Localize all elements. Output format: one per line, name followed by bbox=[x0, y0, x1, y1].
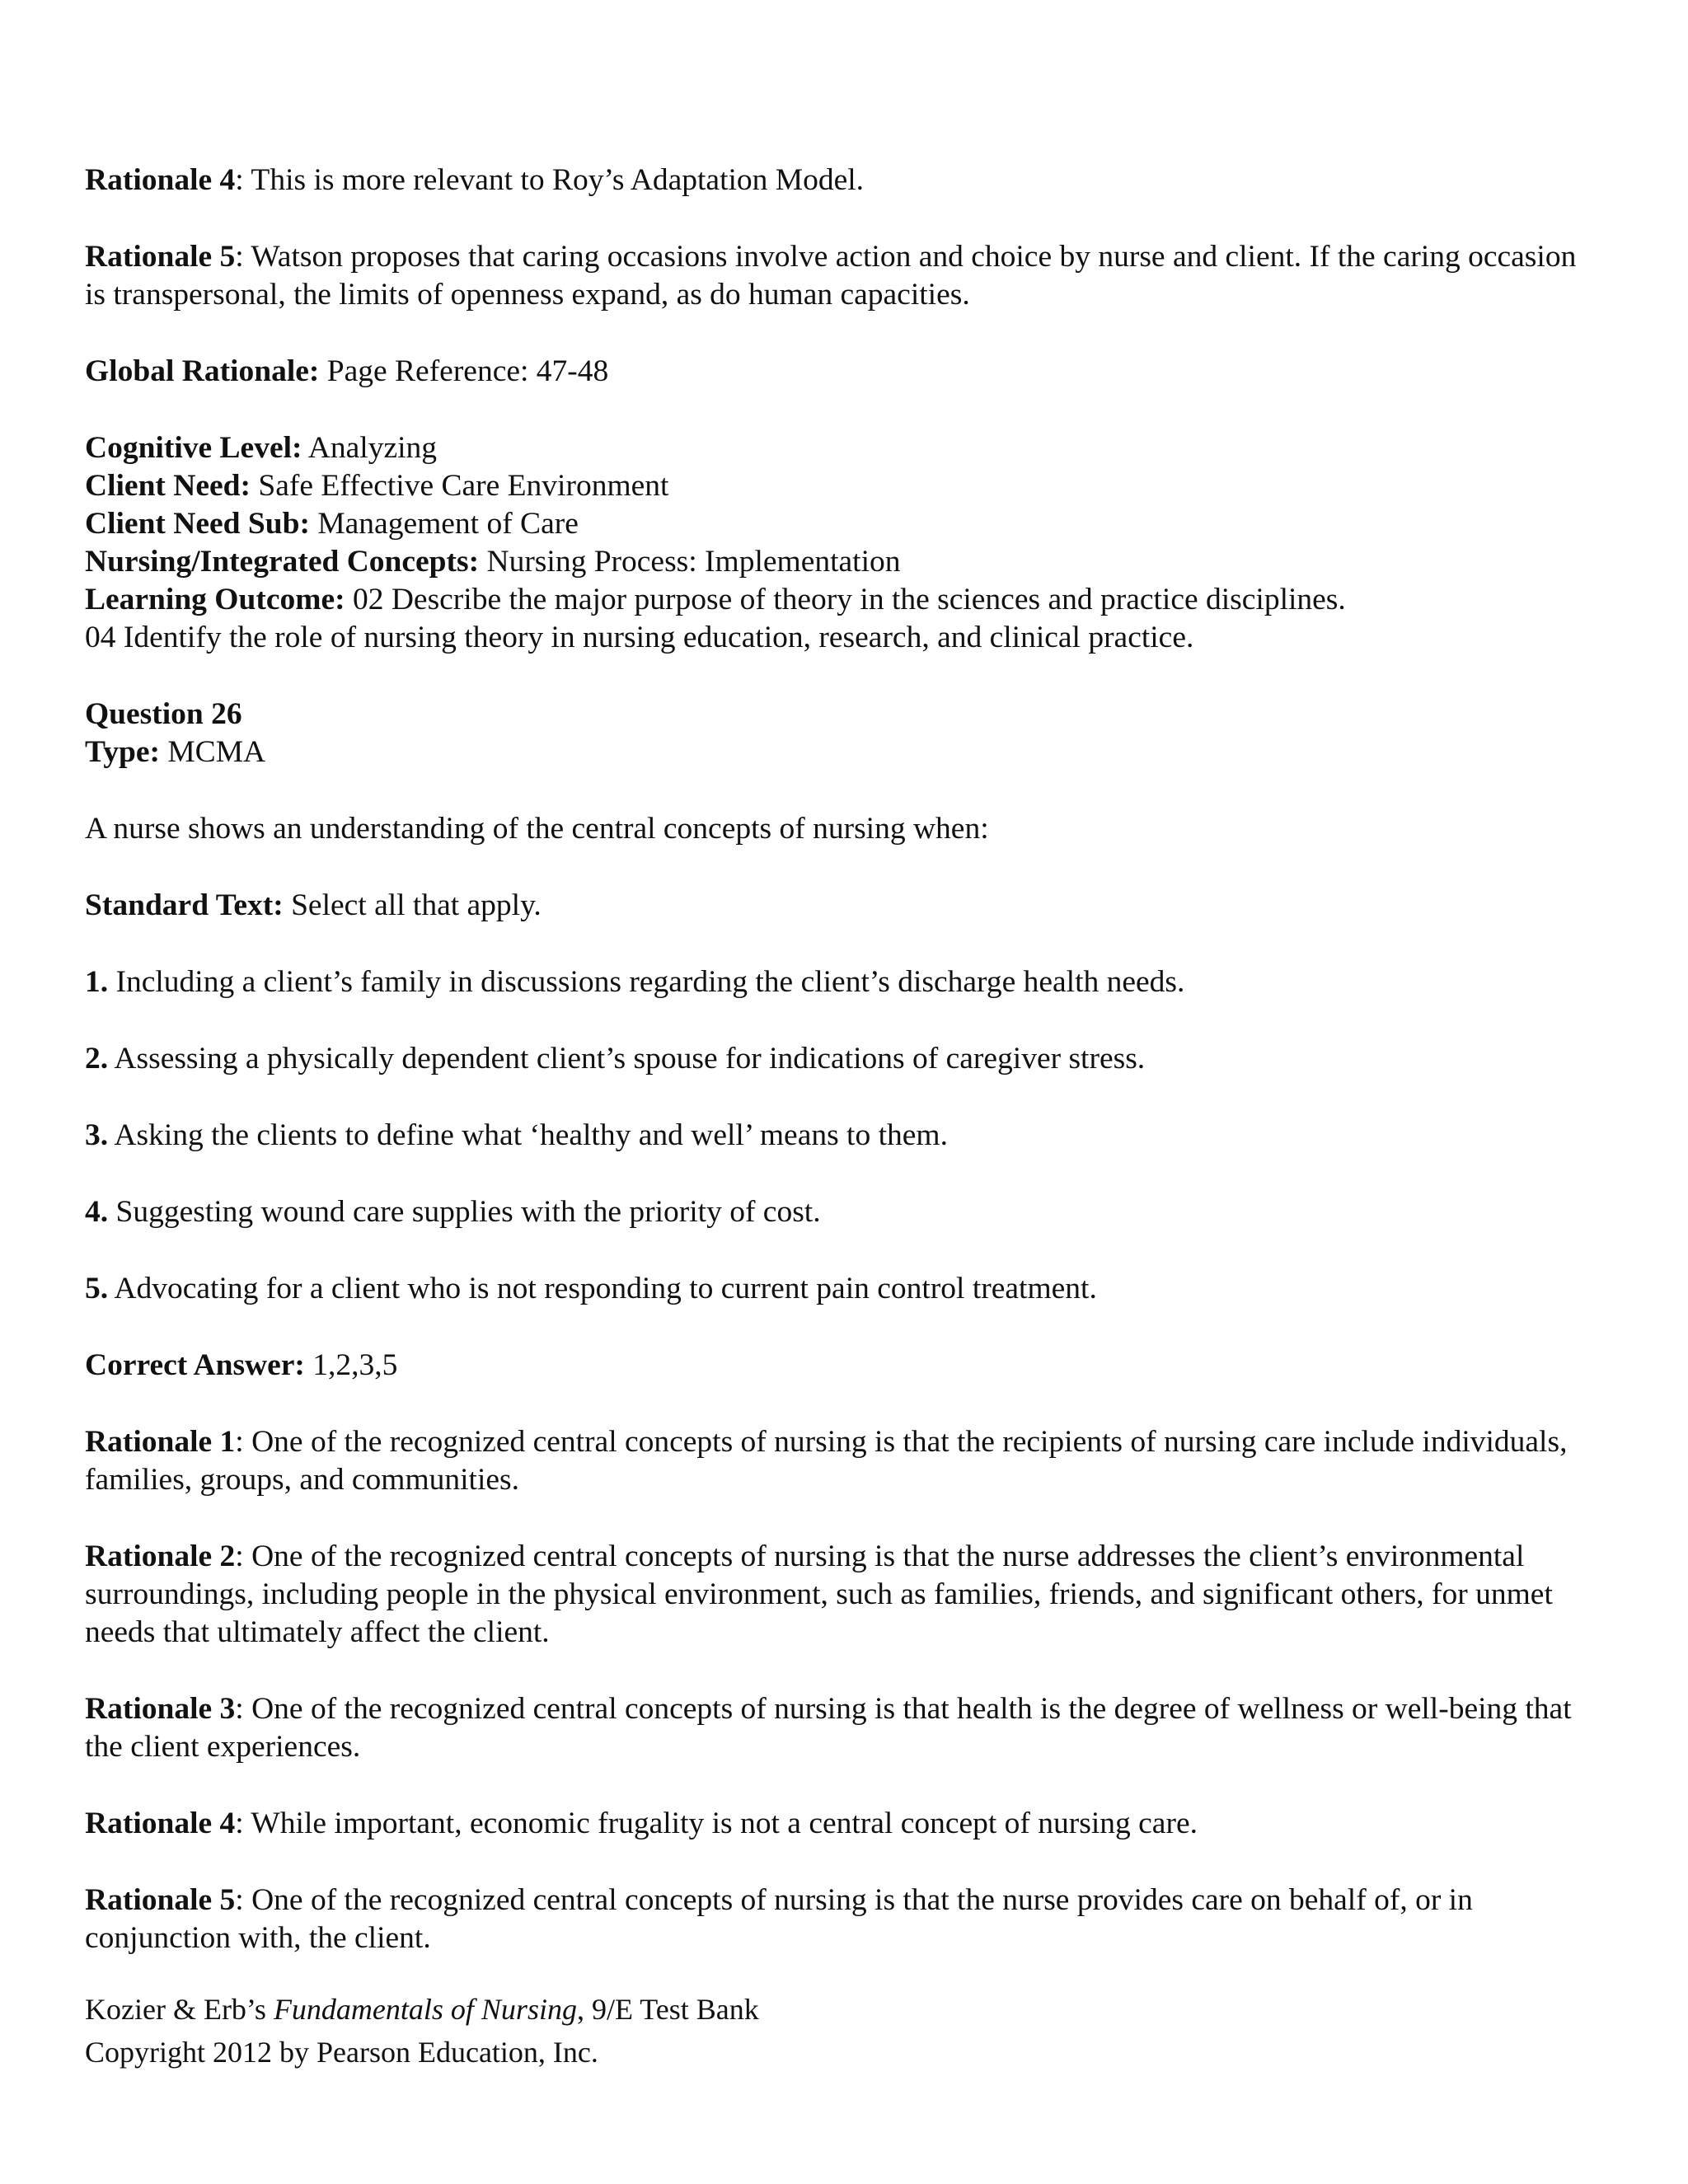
question-stem: A nurse shows an understanding of the central concepts of nursing when: bbox=[85, 812, 989, 846]
standard-value: Select all that apply. bbox=[283, 888, 542, 922]
footer-authors: Kozier & Erb’s bbox=[85, 1993, 274, 2026]
client-need-sub bbox=[85, 505, 1585, 543]
rationale-label: Rationale 1 bbox=[85, 1425, 236, 1459]
meta-value: Safe Effective Care Environment bbox=[251, 469, 669, 503]
rationale-4 bbox=[85, 1805, 1585, 1843]
meta-label: Client Need: bbox=[85, 469, 251, 503]
option-text: Suggesting wound care supplies with the priority of cost. bbox=[108, 1195, 821, 1229]
prev-rationale-4 bbox=[85, 162, 1585, 199]
question-title: Question 26 bbox=[85, 697, 242, 731]
rationale-1 bbox=[85, 1423, 1585, 1499]
cognitive-level bbox=[85, 429, 1585, 467]
rationale-3 bbox=[85, 1690, 1585, 1766]
prev-rationale-5 bbox=[85, 238, 1585, 314]
page-footer bbox=[85, 1988, 1585, 2074]
global-rationale-label: Global Rationale: bbox=[85, 354, 320, 388]
meta-value: Analyzing bbox=[302, 431, 438, 465]
page-content bbox=[85, 162, 1585, 1957]
option-number: 2. bbox=[85, 1042, 109, 1076]
rationale-text: : One of the recognized central concepts of nursing is that the nurse provides care on behalf of, or in conjunction with, the client. bbox=[85, 1883, 1473, 1955]
correct-answer-label: Correct Answer: bbox=[85, 1348, 305, 1382]
footer-book-title: Fundamentals of Nursing bbox=[273, 1993, 577, 2026]
rationale-2 bbox=[85, 1538, 1585, 1652]
footer-book-line bbox=[85, 1988, 1585, 2031]
footer-edition: , 9/E Test Bank bbox=[576, 1993, 759, 2026]
answer-option bbox=[85, 1117, 1585, 1155]
meta-value: Management of Care bbox=[309, 507, 579, 541]
global-rationale-text: Page Reference: 47-48 bbox=[319, 354, 609, 388]
option-text: Assessing a physically dependent client’s spouse for indications of caregiver stress. bbox=[108, 1042, 1146, 1076]
type-label: Type: bbox=[85, 735, 160, 769]
footer-copyright: Copyright 2012 by Pearson Education, Inc. bbox=[85, 2036, 598, 2069]
rationale-text: : One of the recognized central concepts of nursing is that the nurse addresses the client’s environmental surroundings, including people in the physical environment, such as families, friends, and significant others, for unmet needs that ultimately affect the client. bbox=[85, 1540, 1553, 1649]
rationale-text: : One of the recognized central concepts of nursing is that the recipients of nursing care include individuals, families, groups, and communities. bbox=[85, 1425, 1568, 1497]
rationale-text: : Watson proposes that caring occasions involve action and choice by nurse and client. If the caring occasion is transpersonal, the limits of openness expand, as do human capacities. bbox=[85, 240, 1577, 312]
option-number: 3. bbox=[85, 1118, 109, 1152]
answer-option bbox=[85, 1193, 1585, 1231]
answer-option bbox=[85, 1040, 1585, 1078]
nursing-concepts bbox=[85, 543, 1585, 581]
answer-option bbox=[85, 963, 1585, 1001]
rationale-label: Rationale 2 bbox=[85, 1540, 236, 1573]
question-header bbox=[85, 696, 1585, 771]
rationale-label: Rationale 3 bbox=[85, 1692, 236, 1726]
answer-option bbox=[85, 1270, 1585, 1308]
meta-value: Nursing Process: Implementation bbox=[479, 545, 901, 579]
standard-text bbox=[85, 887, 1585, 925]
rationale-text: : While important, economic frugality is not a central concept of nursing care. bbox=[235, 1807, 1198, 1840]
correct-answer bbox=[85, 1347, 1585, 1385]
rationale-label: Rationale 4 bbox=[85, 163, 236, 197]
meta-label: Cognitive Level: bbox=[85, 431, 302, 465]
option-number: 1. bbox=[85, 965, 109, 999]
option-text: Including a client’s family in discussions regarding the client’s discharge health needs. bbox=[108, 965, 1185, 999]
question-type bbox=[85, 733, 1585, 771]
option-text: Asking the clients to define what ‘healthy and well’ means to them. bbox=[108, 1118, 948, 1152]
option-number: 5. bbox=[85, 1272, 109, 1305]
rationale-5 bbox=[85, 1882, 1585, 1957]
rationale-label: Rationale 5 bbox=[85, 1883, 236, 1917]
meta-label: Nursing/Integrated Concepts: bbox=[85, 545, 480, 579]
type-value: MCMA bbox=[159, 735, 266, 769]
rationale-label: Rationale 5 bbox=[85, 240, 236, 274]
rationale-text: : One of the recognized central concepts of nursing is that health is the degree of wellness or well-being that the client experiences. bbox=[85, 1692, 1572, 1764]
rationale-text: : This is more relevant to Roy’s Adaptation Model. bbox=[235, 163, 865, 197]
standard-label: Standard Text: bbox=[85, 888, 284, 922]
global-rationale bbox=[85, 353, 1585, 391]
option-number: 4. bbox=[85, 1195, 109, 1229]
client-need bbox=[85, 467, 1585, 505]
learning-outcome-2: 04 Identify the role of nursing theory in nursing education, research, and clinical practice. bbox=[85, 621, 1194, 654]
metadata-block bbox=[85, 429, 1585, 657]
rationale-label: Rationale 4 bbox=[85, 1807, 236, 1840]
option-text: Advocating for a client who is not responding to current pain control treatment. bbox=[108, 1272, 1097, 1305]
meta-label: Learning Outcome: bbox=[85, 583, 345, 616]
learning-outcome bbox=[85, 581, 1585, 619]
correct-answer-value: 1,2,3,5 bbox=[304, 1348, 398, 1382]
meta-label: Client Need Sub: bbox=[85, 507, 310, 541]
meta-value: 02 Describe the major purpose of theory in the sciences and practice disciplines. bbox=[345, 583, 1346, 616]
